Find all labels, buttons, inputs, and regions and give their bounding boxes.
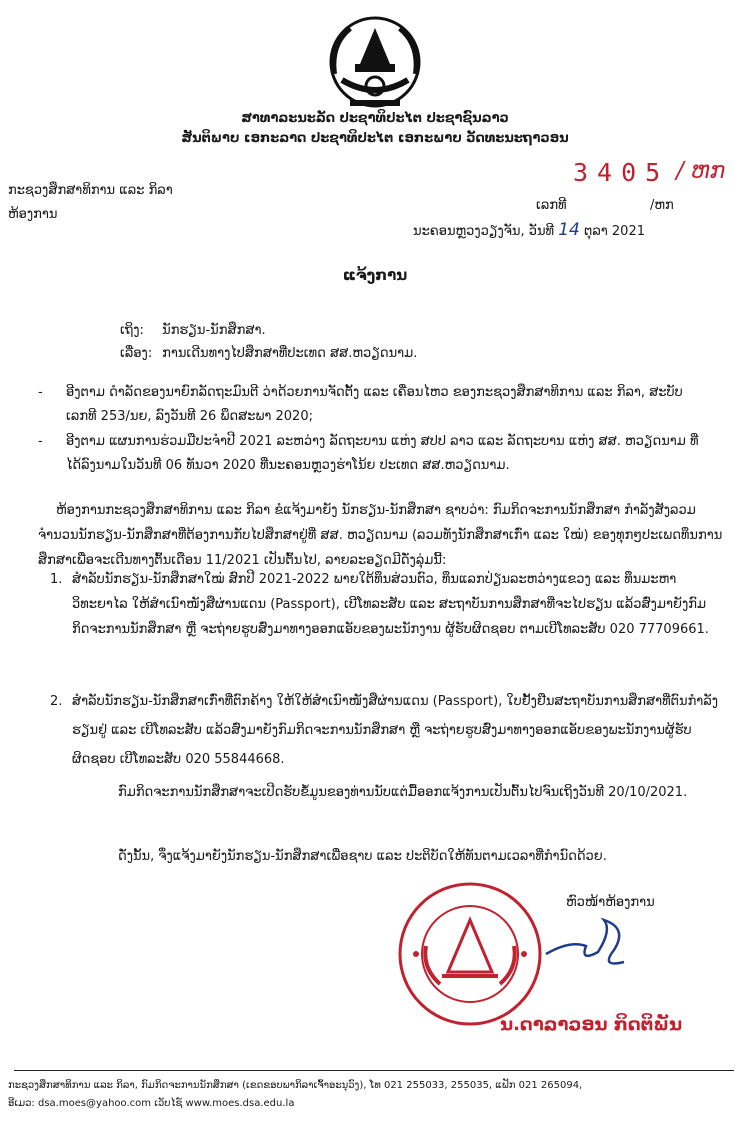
signature-scribble-icon	[540, 910, 630, 970]
reference-item	[38, 381, 713, 429]
sender-office: ຫ້ອງການ	[8, 207, 58, 222]
reference-bullet: -	[38, 434, 43, 449]
republic-heading: ສາທາລະນະລັດ ປະຊາທິປະໄຕ ປະຊາຊົນລາວ	[241, 111, 509, 126]
closing-paragraph: ກົມກິດຈະການນັກສຶກສາຈະເປີດຮັບຂໍ້ມູນຂອງທ່ານນັບແຕ່ມື້ອອກແຈ້ງການເປັນຕົ້ນໄປຈົນເຖິງວັນທີ 20/10/2021.	[118, 785, 688, 800]
reference-text: ອີງຕາມ ດຳລັດຂອງນາຍົກລັດຖະມົນຕີ ວ່າດ້ວຍການຈັດຕັ້ງ ແລະ ເຄື່ອນໄຫວ ຂອງກະຊວງສຶກສາທິການ ແລະ ກິລາ, ສະບັບເລກທີ 253/ນຍ, ລົງວັນທີ 26 ພຶດສະພາ 2020;	[66, 385, 683, 424]
item-text: ສຳລັບນັກຮຽນ-ນັກສຶກສາເກົ່າທີ່ຕົກຄ້າງ ໃຫ້ໃຫ້ສຳເນົາໜັງສືຜ່ານແດນ (Passport), ໃບຢັ້ງຢືນສະຖາບັນການສຶກສາທີ່ຕົນກຳລັງຮຽນຢູ່ ແລະ ເບີໂທລະສັບ ແລ້ວສົ່ງມາຍັງກົມກິດຈະການນັກສຶກສາ ຫຼື ຈະຖ່າຍຮູບສົ່ງມາທາງອອກແອັບຂອງພະນັກງານຜູ້ຮັບຜິດຊອບ ເບີໂທລະສັບ 020 55844668.	[72, 694, 719, 767]
to-line	[120, 323, 266, 338]
document-number-suffix: / ຫກ	[676, 158, 726, 184]
to-text: ນັກຮຽນ-ນັກສຶກສາ.	[162, 323, 266, 338]
date-day: 14	[558, 220, 580, 240]
item-number: 1.	[50, 572, 63, 587]
item-text: ສຳລັບນັກຮຽນ-ນັກສຶກສາໃໝ່ ສົກປີ 2021-2022 ພາຍໃຕ້ທຶນສ່ວນຕົວ, ທຶນແລກປ່ຽນລະຫວ່າງແຂວງ ແລະ ທຶນມະຫາວິທະຍາໄລ ໃຫ້ສຳເນົາໜັງສືຜ່ານແດນ (Passport), ເບີໂທລະສັບ ແລະ ສະຖາບັນການສຶກສາທີ່ຈະໄປຮຽນ ແລ້ວສົ່ງມາຍັງກົມກິດຈະການນັກສຶກສາ ຫຼື ຈະຖ່າຍຮູບສົ່ງມາທາງອອກແອັບຂອງພະນັກງານ ຜູ້ຮັບຜິດຊອບ ຕາມເບີໂທລະສັບ 020 77709661.	[72, 572, 709, 637]
signer-name: ນ.ດາລາວອນ ກິດຕິພັນ	[500, 1014, 683, 1035]
document-number-stamp: 3405	[573, 158, 670, 187]
signer-title: ຫົວໜ້າຫ້ອງການ	[566, 895, 655, 910]
footer-contact-line: ກະຊວງສຶກສາທິການ ແລະ ກິລາ, ກົມກິດຈະການນັກສຶກສາ (ເຂດຂອບພາກິລາເຈົ້າອະນຸວົງ), ໂທ 021 255033, 255035, ແຟັກ 021 265094,	[8, 1080, 583, 1091]
motto-heading: ສັນຕິພາບ ເອກະລາດ ປະຊາທິປະໄຕ ເອກະພາບ ວັດທະນະຖາວອນ	[181, 131, 569, 146]
document-title: ແຈ້ງການ	[342, 266, 408, 284]
official-seal-icon	[396, 880, 544, 1028]
reference-item	[38, 430, 713, 478]
subject-text: ການເດີນທາງໄປສຶກສາທີ່ປະເທດ ສສ.ຫວຽດນາມ.	[162, 346, 418, 361]
place-date	[413, 220, 645, 240]
national-emblem-icon	[320, 14, 430, 110]
reference-text: ອີງຕາມ ແຜນການຮ່ວມມືປະຈຳປີ 2021 ລະຫວ່າງ ລັດຖະບານ ແຫ່ງ ສປປ ລາວ ແລະ ລັດຖະບານ ແຫ່ງ ສສ. ຫວຽດນາມ ທີ່ໄດ້ລົງນາມໃນວັນທີ 06 ທັນວາ 2020 ທີ່ນະຄອນຫຼວງຮ່າໂນ້ຍ ປະເທດ ສສ.ຫວຽດນາມ.	[66, 434, 699, 473]
reference-bullet: -	[38, 385, 43, 400]
date-month-year: ຕຸລາ 2021	[583, 224, 645, 239]
numbered-item	[50, 687, 722, 774]
subject-label: ເລື່ອງ:	[120, 346, 153, 361]
to-label: ເຖິງ:	[120, 323, 144, 338]
place-prefix: ນະຄອນຫຼວງວຽງຈັນ, ວັນທີ	[413, 224, 555, 239]
footer-divider	[14, 1070, 734, 1071]
number-label: ເລກທີ	[536, 198, 567, 213]
thanks-line: ດັ່ງນັ້ນ, ຈຶ່ງແຈ້ງມາຍັງນັກຮຽນ-ນັກສຶກສາເພື່ອຊາບ ແລະ ປະຕິບັດໃຫ້ທັນຕາມເວລາທີ່ກຳນົດດ້ວຍ.	[118, 849, 607, 864]
intro-paragraph: ຫ້ອງການກະຊວງສຶກສາທິການ ແລະ ກິລາ ຂໍແຈ້ງມາຍັງ ນັກຮຽນ-ນັກສຶກສາ ຊາບວ່າ: ກົມກິດຈະການນັກສຶກສາ ກຳລັງສັງລວມຈຳນວນນັກຮຽນ-ນັກສຶກສາທີ່ຕ້ອງການກັບໄປສຶກສາຢູ່ທີ່ ສສ. ຫວຽດນາມ (ລວມທັງນັກສຶກສາເກົ່າ ແລະ ໃໝ່) ຂອງທຸກໆປະເພດທຶນການສຶກສາເພື່ອຈະເດີນທາງຕົ້ນເດືອນ 11/2021 ເປັນຕົ້ນໄປ, ລາຍລະອຽດມີດັ່ງລຸ່ມນີ້:	[38, 503, 723, 568]
numbered-item	[50, 567, 722, 642]
footer-web-line: ອີເມວ: dsa.moes@yahoo.com ເວັບໄຊ໌ www.moes.dsa.edu.la	[8, 1098, 295, 1109]
references-list	[38, 381, 713, 479]
subject-line	[120, 346, 417, 361]
number-slash: /ຫກ	[650, 198, 674, 213]
item-number: 2.	[50, 694, 63, 709]
sender-ministry: ກະຊວງສຶກສາທິການ ແລະ ກິລາ	[8, 183, 173, 198]
